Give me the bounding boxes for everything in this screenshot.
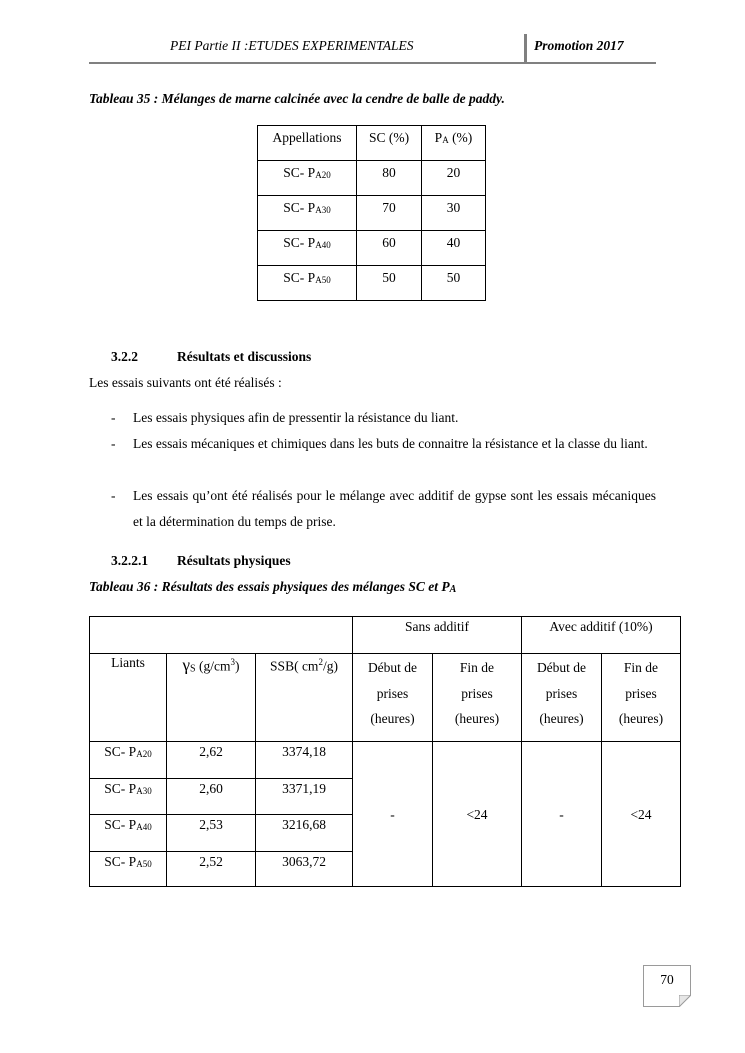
cell-prefix: SC- P bbox=[104, 854, 137, 869]
table35-cell-sc: 70 bbox=[357, 196, 422, 231]
cell-prefix: SC- P bbox=[283, 165, 316, 180]
table-row bbox=[258, 266, 486, 301]
table36-group-row bbox=[90, 617, 681, 654]
table36-merged-avec-debut: - bbox=[522, 742, 602, 887]
table36-group-sans: Sans additif bbox=[353, 617, 522, 654]
header-line: Fin de bbox=[459, 660, 495, 675]
table36-cell-ssb: 3374,18 bbox=[256, 742, 353, 779]
header-divider bbox=[524, 34, 527, 64]
table36-cell-ssb: 3371,19 bbox=[256, 779, 353, 815]
table35-cell-appellation bbox=[258, 161, 357, 196]
section-number: 3.2.2.1 bbox=[111, 553, 149, 568]
header-title: PEI Partie II :ETUDES EXPERIMENTALES bbox=[170, 38, 414, 53]
cell-sub: A20 bbox=[315, 170, 331, 180]
table36-header-liants: Liants bbox=[90, 654, 167, 742]
table36-merged-sans-debut: - bbox=[353, 742, 433, 887]
table36-cell-gamma: 2,53 bbox=[167, 815, 256, 852]
table35-cell-pa: 30 bbox=[422, 196, 486, 231]
section-heading-3221 bbox=[111, 553, 291, 569]
header-line: (heures) bbox=[539, 711, 584, 726]
gamma-exp: 3 bbox=[230, 657, 235, 667]
section-title: Résultats et discussions bbox=[177, 349, 312, 364]
cell-sub: A30 bbox=[315, 205, 331, 215]
table36-header-gamma bbox=[167, 654, 256, 742]
table36-cell-gamma: 2,52 bbox=[167, 852, 256, 887]
table35-header-pa-main: P bbox=[434, 130, 443, 145]
table35-header-pa bbox=[422, 126, 486, 161]
table-row bbox=[90, 742, 681, 779]
header-line: prises bbox=[461, 685, 493, 701]
bullet-dash: - bbox=[111, 410, 116, 425]
table35-cell-appellation bbox=[258, 266, 357, 301]
header-line: (heures) bbox=[618, 711, 664, 726]
table36-cell-ssb: 3063,72 bbox=[256, 852, 353, 887]
gamma-unit: (g/cm bbox=[195, 658, 231, 674]
cell-prefix: SC- P bbox=[104, 817, 137, 832]
table36-caption bbox=[89, 579, 456, 595]
bullet-text: Les essais mécaniques et chimiques dans les buts de connaitre la résistance et la classe du liant. bbox=[133, 436, 648, 451]
header-line: (heures) bbox=[370, 711, 415, 726]
header-rule bbox=[89, 62, 656, 64]
bullet-text: Les essais physiques afin de pressentir la résistance du liant. bbox=[133, 410, 459, 425]
header-line: prises bbox=[545, 685, 578, 701]
cell-prefix: SC- P bbox=[104, 744, 137, 759]
table35-header-row bbox=[258, 126, 486, 161]
table36-header-avec-debut bbox=[522, 654, 602, 742]
table36-cell-gamma: 2,62 bbox=[167, 742, 256, 779]
page-number-box bbox=[643, 965, 691, 1007]
bullet-dash: - bbox=[111, 436, 116, 451]
bullet-dash: - bbox=[111, 488, 116, 503]
table36-header-ssb bbox=[256, 654, 353, 742]
page-number: 70 bbox=[660, 972, 674, 987]
table36-header-row bbox=[90, 654, 681, 742]
table-row bbox=[258, 196, 486, 231]
table35-header-sc: SC (%) bbox=[357, 126, 422, 161]
table36-header-sans-debut bbox=[353, 654, 433, 742]
header-line: prises bbox=[376, 685, 409, 701]
bullet-text: Les essais qu’ont été réalisés pour le mélange avec additif de gypse sont les essais mécaniques et la détermination du temps de prise. bbox=[133, 488, 656, 529]
table35-cell-appellation bbox=[258, 231, 357, 266]
cell-sub: A50 bbox=[315, 275, 331, 285]
section-number: 3.2.2 bbox=[111, 349, 138, 364]
table35-header-appellations: Appellations bbox=[258, 126, 357, 161]
table36-header-sans-fin bbox=[433, 654, 522, 742]
section-heading-322 bbox=[111, 349, 311, 365]
header-line: Début de bbox=[536, 660, 587, 675]
header-line: Fin de bbox=[623, 660, 659, 675]
table35-cell-sc: 80 bbox=[357, 161, 422, 196]
ssb-exp: 2 bbox=[318, 657, 323, 667]
table36-group-avec: Avec additif (10%) bbox=[522, 617, 681, 654]
table36-caption-main: Tableau 36 : Résultats des essais physiques des mélanges SC et P bbox=[89, 579, 450, 594]
table36-merged-avec-fin: <24 bbox=[602, 742, 681, 887]
table36-cell-liant bbox=[90, 852, 167, 887]
table35-caption: Tableau 35 : Mélanges de marne calcinée avec la cendre de balle de paddy. bbox=[89, 91, 505, 106]
table36-cell-ssb: 3216,68 bbox=[256, 815, 353, 852]
ssb-close: /g) bbox=[322, 658, 338, 674]
table36-merged-sans-fin: <24 bbox=[433, 742, 522, 887]
table35-cell-sc: 60 bbox=[357, 231, 422, 266]
table36-cell-gamma: 2,60 bbox=[167, 779, 256, 815]
table36 bbox=[89, 616, 681, 887]
cell-sub: A40 bbox=[315, 240, 331, 250]
cell-sub: A30 bbox=[136, 786, 152, 796]
cell-sub: A40 bbox=[136, 822, 152, 832]
cell-sub: A50 bbox=[136, 859, 152, 869]
gamma-symbol: γ bbox=[182, 655, 191, 675]
table35-header-pa-sub: A bbox=[442, 135, 449, 145]
gamma-sub: S bbox=[190, 663, 196, 675]
cell-prefix: SC- P bbox=[104, 781, 137, 796]
header-line: (heures) bbox=[454, 711, 500, 726]
table35-cell-pa: 50 bbox=[422, 266, 486, 301]
header-line: prises bbox=[625, 685, 657, 701]
intro-text: Les essais suivants ont été réalisés : bbox=[89, 375, 282, 390]
table36-empty-cell bbox=[90, 617, 353, 654]
page-fold-icon bbox=[679, 995, 691, 1007]
table35-cell-pa: 40 bbox=[422, 231, 486, 266]
table36-cell-liant bbox=[90, 815, 167, 852]
table35-cell-sc: 50 bbox=[357, 266, 422, 301]
table35-cell-pa: 20 bbox=[422, 161, 486, 196]
table35 bbox=[257, 125, 486, 301]
header-promotion: Promotion 2017 bbox=[534, 38, 624, 53]
table36-cell-liant bbox=[90, 742, 167, 779]
table36-header-avec-fin bbox=[602, 654, 681, 742]
gamma-close: ) bbox=[234, 658, 240, 674]
cell-prefix: SC- P bbox=[283, 270, 316, 285]
table-row bbox=[258, 231, 486, 266]
table36-caption-sub: A bbox=[449, 584, 457, 595]
table35-cell-appellation bbox=[258, 196, 357, 231]
table35-header-pa-tail: (%) bbox=[448, 130, 473, 145]
cell-sub: A20 bbox=[136, 749, 152, 759]
header-line: Début de bbox=[367, 660, 418, 675]
cell-prefix: SC- P bbox=[283, 200, 316, 215]
section-title: Résultats physiques bbox=[177, 553, 291, 568]
table36-cell-liant bbox=[90, 779, 167, 815]
table-row bbox=[258, 161, 486, 196]
cell-prefix: SC- P bbox=[283, 235, 316, 250]
ssb-label: SSB( cm bbox=[270, 658, 319, 674]
